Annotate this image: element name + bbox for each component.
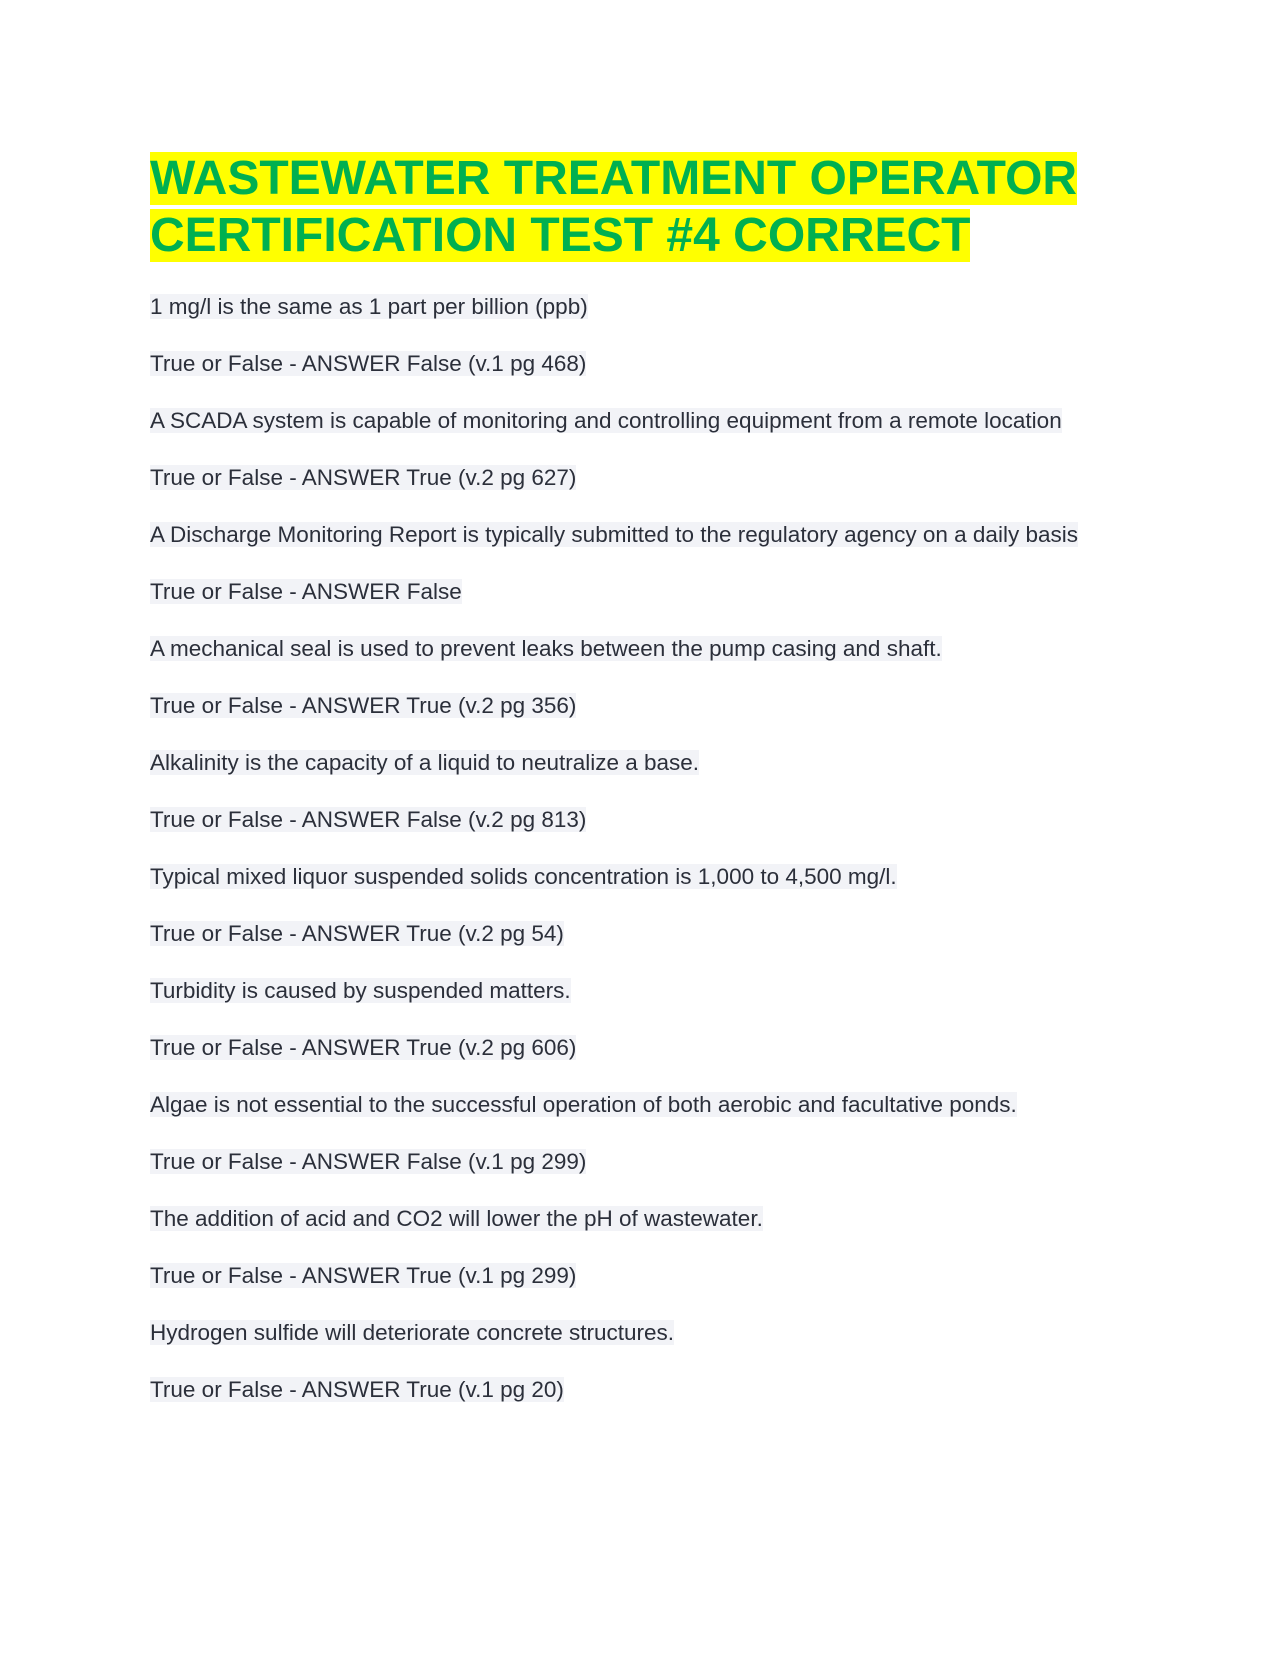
answer-text: True or False - ANSWER False (v.1 pg 299) [150, 1149, 587, 1174]
question-text: A Discharge Monitoring Report is typically submitted to the regulatory agency on a daily basis [150, 522, 1078, 547]
question-text: Typical mixed liquor suspended solids concentration is 1,000 to 4,500 mg/l. [150, 864, 897, 889]
question-text: 1 mg/l is the same as 1 part per billion (ppb) [150, 294, 588, 319]
question-text: A SCADA system is capable of monitoring and controlling equipment from a remote location [150, 408, 1062, 433]
answer-text: True or False - ANSWER True (v.2 pg 627) [150, 465, 577, 490]
question-text: The addition of acid and CO2 will lower the pH of wastewater. [150, 1206, 763, 1231]
title-line-2: CERTIFICATION TEST #4 CORRECT [150, 209, 971, 262]
question-text: Hydrogen sulfide will deteriorate concrete structures. [150, 1320, 674, 1345]
answer-text: True or False - ANSWER False (v.2 pg 813) [150, 807, 587, 832]
answer-text: True or False - ANSWER True (v.1 pg 299) [150, 1263, 577, 1288]
answer-text: True or False - ANSWER True (v.1 pg 20) [150, 1377, 564, 1402]
document-title [150, 150, 1140, 264]
answer-text: True or False - ANSWER True (v.2 pg 606) [150, 1035, 577, 1060]
question-text: Turbidity is caused by suspended matters. [150, 978, 571, 1003]
answer-text: True or False - ANSWER False [150, 579, 462, 604]
answer-text: True or False - ANSWER False (v.1 pg 468) [150, 351, 587, 376]
document-page [150, 150, 1140, 1432]
qa-list [150, 292, 1140, 1404]
question-text: Algae is not essential to the successful operation of both aerobic and facultative ponds. [150, 1092, 1017, 1117]
answer-text: True or False - ANSWER True (v.2 pg 54) [150, 921, 564, 946]
question-text: Alkalinity is the capacity of a liquid to neutralize a base. [150, 750, 700, 775]
title-line-1: WASTEWATER TREATMENT OPERATOR [150, 152, 1078, 205]
question-text: A mechanical seal is used to prevent leaks between the pump casing and shaft. [150, 636, 942, 661]
answer-text: True or False - ANSWER True (v.2 pg 356) [150, 693, 577, 718]
